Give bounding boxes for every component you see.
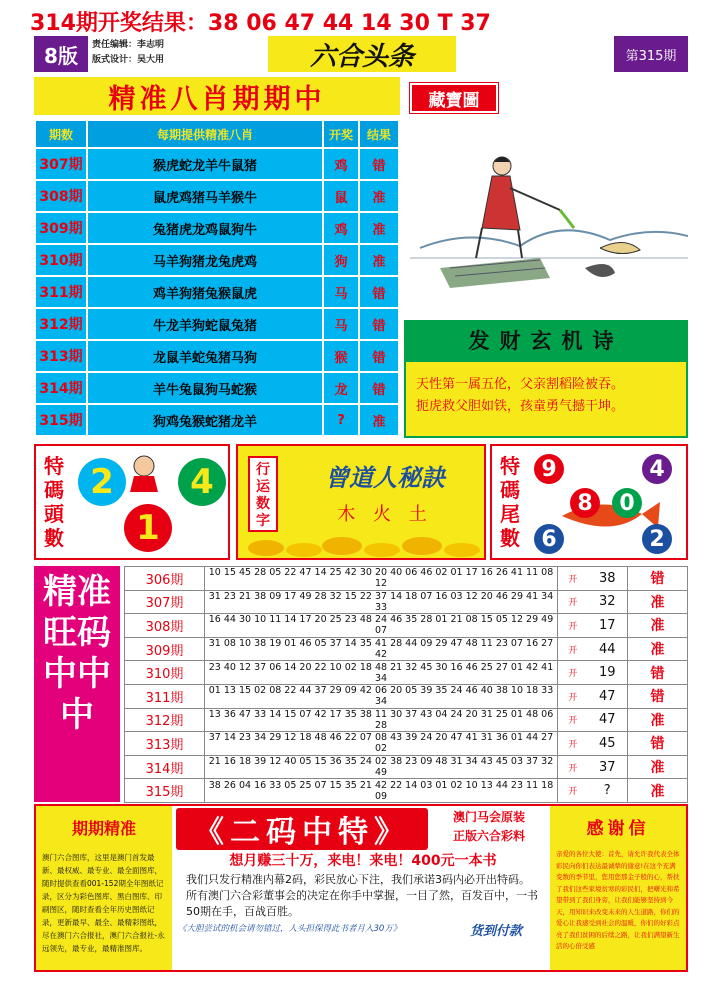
period-cell: 306期	[125, 567, 205, 591]
eight-zodiac-table	[34, 119, 400, 437]
period-cell: 312期	[35, 308, 87, 340]
open-label-cell: 开	[558, 614, 588, 638]
head-number-box	[34, 444, 230, 560]
period-cell: 313期	[35, 340, 87, 372]
eight-row	[35, 148, 399, 180]
zodiac-cell: 鼠虎鸡猪马羊猴牛	[87, 180, 323, 212]
open-number-cell: 47	[588, 708, 628, 732]
result-cell: 错	[628, 661, 688, 685]
tail-ball-4: 0	[612, 488, 642, 518]
result-cell: 准	[628, 590, 688, 614]
result-cell: 准	[359, 180, 399, 212]
child-figure-icon	[124, 452, 164, 492]
footer-slogan: 想月赚三十万，来电！来电！400元一本书	[229, 853, 497, 869]
period-cell: 315期	[35, 404, 87, 436]
issue-number: 第315期	[614, 36, 688, 72]
head-ball-3: 1	[124, 504, 172, 552]
wang-row	[125, 614, 688, 638]
zodiac-cell: 牛龙羊狗蛇鼠兔猪	[87, 308, 323, 340]
open-label-cell: 开	[558, 779, 588, 803]
period-cell: 313期	[125, 732, 205, 756]
period-cell: 309期	[35, 212, 87, 244]
numbers-cell: 16 44 30 10 11 14 17 20 25 23 48 24 46 35 28 01 21 08 15 05 12 29 49 07	[205, 614, 558, 638]
head-ball-2: 4	[178, 458, 226, 506]
result-cell: 错	[628, 684, 688, 708]
open-label-cell: 开	[558, 732, 588, 756]
draw-cell: 鸡	[323, 148, 359, 180]
eight-row	[35, 180, 399, 212]
open-label-cell: 开	[558, 590, 588, 614]
draw-cell: ?	[323, 404, 359, 436]
poem-title: 发财玄机诗	[404, 320, 688, 360]
wang-row	[125, 637, 688, 661]
footer-side-tag	[430, 808, 548, 850]
footer-bottom-note: 《大胆尝试的机会请勿错过，人头担保得此书者月入30万》	[178, 924, 402, 934]
secret-number-box	[236, 444, 486, 560]
paper-title: 六合头条	[268, 36, 456, 72]
zodiac-cell: 猴虎蛇龙羊牛鼠猪	[87, 148, 323, 180]
period-cell: 308期	[125, 614, 205, 638]
draw-cell: 狗	[323, 244, 359, 276]
gold-ingots-icon	[242, 532, 482, 558]
wang-row	[125, 708, 688, 732]
draw-cell: 马	[323, 308, 359, 340]
zodiac-cell: 龙鼠羊蛇兔猪马狗	[87, 340, 323, 372]
eight-row	[35, 212, 399, 244]
result-cell: 错	[359, 372, 399, 404]
numbers-cell: 13 36 47 33 14 15 07 42 17 35 38 11 30 37 43 04 24 20 31 25 01 48 06 28	[205, 708, 558, 732]
poem-line-2: 扼虎救父胆如铁，孩童勇气撼干坤。	[416, 399, 625, 414]
open-number-cell: 47	[588, 684, 628, 708]
result-cell: 错	[359, 148, 399, 180]
draw-cell: 猴	[323, 340, 359, 372]
col-draw: 开奖	[323, 120, 359, 148]
poem-body	[404, 360, 688, 438]
open-number-cell: 45	[588, 732, 628, 756]
footer-left-text: 澳门六合图库，这里是澳门首发最新、最权威、最专业、最全面图库，随时提供查看001-152期全年图纸记录，区分为彩色图库、黑白图库、印刷图区，随时查看全年历史图纸记录，更新最早、最全、最精彩图纸，尽在澳门六合报社，澳门六合报社-永远领先，最专业，最精准图库。	[42, 853, 165, 953]
numbers-cell: 21 16 18 39 12 40 05 15 36 35 24 02 38 23 09 48 31 34 43 45 03 37 32 49	[205, 755, 558, 779]
eight-row	[35, 308, 399, 340]
eight-row	[35, 244, 399, 276]
result-cell: 错	[628, 567, 688, 591]
eight-row	[35, 276, 399, 308]
wang-row	[125, 732, 688, 756]
tail-ball-6: 2	[642, 524, 672, 554]
tail-ball-3: 8	[570, 488, 600, 518]
two-code-title: 《二码中特》	[176, 808, 428, 850]
wang-code-label: 精准旺码中中中	[34, 566, 120, 802]
result-cell: 错	[359, 276, 399, 308]
period-cell: 311期	[35, 276, 87, 308]
period-cell: 311期	[125, 684, 205, 708]
five-elements: 木 火 土	[337, 504, 433, 525]
wang-row	[125, 661, 688, 685]
painting-svg	[410, 118, 688, 316]
zodiac-cell: 兔猪虎龙鸡鼠狗牛	[87, 212, 323, 244]
eight-zodiac-title: 精准八肖期期中	[34, 77, 400, 115]
draw-cell: 马	[323, 276, 359, 308]
period-cell: 307期	[125, 590, 205, 614]
treasure-map-label: 藏寶圖	[410, 83, 498, 113]
result-cell: 准	[628, 779, 688, 803]
cash-on-delivery: 货到付款	[470, 924, 523, 939]
col-prediction: 每期提供精准八肖	[87, 120, 323, 148]
head-number-label: 特碼頭數	[44, 454, 64, 550]
ink-painting-illustration	[410, 118, 688, 316]
open-number-cell: 17	[588, 614, 628, 638]
wang-row	[125, 684, 688, 708]
numbers-cell: 37 14 23 34 29 12 18 48 46 22 07 08 43 39 24 20 47 41 31 36 01 44 27 02	[205, 732, 558, 756]
editor-line: 责任编辑：李志明	[92, 40, 165, 50]
period-cell: 312期	[125, 708, 205, 732]
wang-code-table	[124, 566, 688, 803]
thank-letter-title: 感谢信	[586, 819, 650, 839]
col-period: 期数	[35, 120, 87, 148]
open-label-cell: 开	[558, 755, 588, 779]
numbers-cell: 31 23 21 38 09 17 49 28 32 15 22 37 14 18 07 16 03 12 20 46 29 41 34 33	[205, 590, 558, 614]
tail-number-label: 特碼尾數	[500, 454, 520, 550]
open-label-cell: 开	[558, 708, 588, 732]
numbers-cell: 10 15 45 28 05 22 47 14 25 42 30 20 40 06 46 02 01 17 16 26 41 11 08 12	[205, 567, 558, 591]
tail-ball-1: 9	[534, 454, 564, 484]
footer-right-panel	[550, 806, 686, 970]
numbers-cell: 01 13 15 02 08 22 44 37 29 09 42 06 20 05 39 35 24 46 40 38 10 18 33 34	[205, 684, 558, 708]
open-number-cell: ?	[588, 779, 628, 803]
result-cell: 准	[359, 212, 399, 244]
thank-letter-text: 亲爱的各位大使：首先，请允许我代表全体彩民向你们表达最诚挚的谢意!在这个充满变数的季节里，您用您那金子般的心，帮扶了我们这些家境贫寒的彩民们，把曙光和希望带到了我们身旁，让我们能够坚持到今天，用知识来改变未来的人生道路，你们的爱心让我感受到社会的温暖，你们的好彩点亮了我们贫困的后续之路，让我们满望新生活的心倍受感	[556, 850, 680, 950]
result-cell: 准	[359, 404, 399, 436]
wang-row	[125, 779, 688, 803]
period-cell: 314期	[35, 372, 87, 404]
result-cell: 错	[628, 732, 688, 756]
edition-badge: 8版	[34, 36, 88, 72]
open-number-cell: 38	[588, 567, 628, 591]
wang-row	[125, 567, 688, 591]
draw-cell: 龙	[323, 372, 359, 404]
lucky-number-tag: 行运数字	[248, 456, 278, 532]
footer-left-title: 期期精准	[71, 819, 136, 838]
eight-row	[35, 372, 399, 404]
period-cell: 307期	[35, 148, 87, 180]
numbers-cell: 23 40 12 37 06 14 20 22 10 02 18 48 21 32 45 30 16 46 25 27 01 42 41 34	[205, 661, 558, 685]
zodiac-cell: 羊牛兔鼠狗马蛇猴	[87, 372, 323, 404]
period-cell: 315期	[125, 779, 205, 803]
open-label-cell: 开	[558, 637, 588, 661]
numbers-cell: 31 08 10 38 19 01 46 05 37 14 35 41 28 44 09 29 47 48 11 23 07 16 27 42	[205, 637, 558, 661]
editor-credits	[92, 38, 164, 68]
result-cell: 准	[628, 708, 688, 732]
open-label-cell: 开	[558, 567, 588, 591]
tail-number-box	[490, 444, 688, 560]
col-result: 结果	[359, 120, 399, 148]
numbers-cell: 38 26 04 16 33 05 25 07 15 35 21 42 22 14 03 01 02 10 13 44 23 11 18 09	[205, 779, 558, 803]
period-cell: 310期	[35, 244, 87, 276]
side-line-2: 正版六合彩料	[452, 829, 525, 843]
tail-ball-5: 6	[534, 524, 564, 554]
draw-cell: 鸡	[323, 212, 359, 244]
side-line-1: 澳门马会原装	[452, 810, 525, 824]
result-cell: 错	[359, 340, 399, 372]
wang-row	[125, 590, 688, 614]
designer-line: 版式设计：吴大用	[92, 55, 165, 65]
wang-row	[125, 755, 688, 779]
eight-row	[35, 340, 399, 372]
draw-cell: 鼠	[323, 180, 359, 212]
latest-result-banner: 314期开奖结果：38 06 47 44 14 30 T 37	[30, 11, 491, 36]
secret-title: 曾道人秘訣	[325, 464, 445, 492]
open-label-cell: 开	[558, 661, 588, 685]
zodiac-cell: 马羊狗猪龙兔虎鸡	[87, 244, 323, 276]
result-cell: 准	[628, 755, 688, 779]
period-cell: 314期	[125, 755, 205, 779]
period-cell: 309期	[125, 637, 205, 661]
period-cell: 308期	[35, 180, 87, 212]
open-label-cell: 开	[558, 684, 588, 708]
result-cell: 错	[359, 308, 399, 340]
poem-line-1: 天性第一属五伦，父亲割稻险被吞。	[416, 377, 625, 392]
result-cell: 准	[628, 614, 688, 638]
footer-paragraph: 我们只发行精准内幕2码，彩民放心下注，我们承诺3码内必开出特码。所有澳门六合彩董事会的决定在你手中掌握，一目了然，百发百中，一书50期在手，百战百胜。	[186, 873, 538, 918]
open-number-cell: 44	[588, 637, 628, 661]
result-cell: 准	[359, 244, 399, 276]
head-ball-1: 2	[78, 458, 126, 506]
open-number-cell: 32	[588, 590, 628, 614]
zodiac-cell: 狗鸡兔猴蛇猪龙羊	[87, 404, 323, 436]
open-number-cell: 19	[588, 661, 628, 685]
open-number-cell: 37	[588, 755, 628, 779]
result-cell: 准	[628, 637, 688, 661]
zodiac-cell: 鸡羊狗猪兔猴鼠虎	[87, 276, 323, 308]
footer-left-panel	[36, 806, 172, 970]
period-cell: 310期	[125, 661, 205, 685]
tail-ball-2: 4	[642, 454, 672, 484]
eight-row	[35, 404, 399, 436]
